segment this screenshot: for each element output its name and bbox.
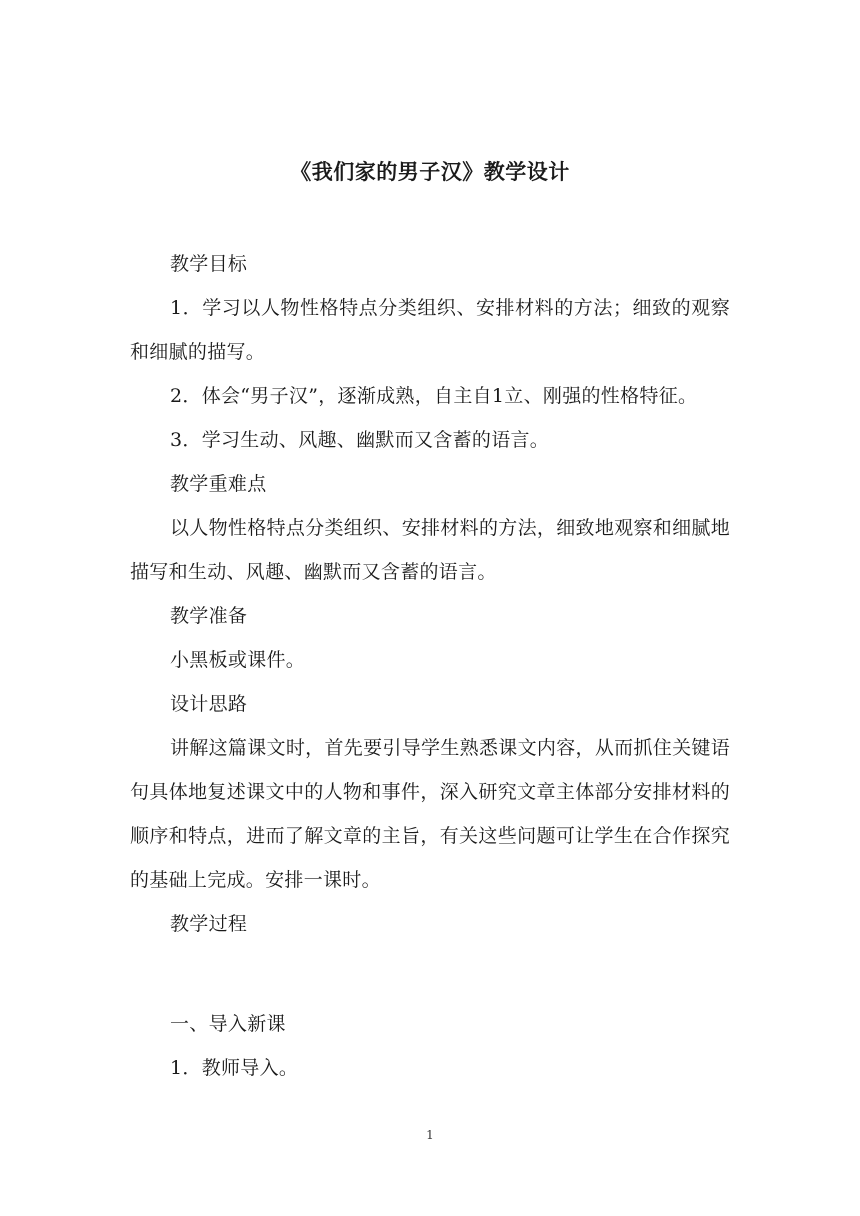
step-teacher-intro: 1．教师导入。 [170, 1057, 299, 1079]
objective-1: 1．学习以人物性格特点分类组织、安排材料的方法；细致的观察和细腻的描写。 [130, 297, 730, 363]
page-number: 1 [426, 1128, 434, 1142]
objective-3: 3．学习生动、风趣、幽默而又含蓄的语言。 [170, 429, 550, 451]
heading-teaching-process: 教学过程 [170, 913, 248, 935]
section-introduce-lesson: 一、导入新课 [170, 1013, 286, 1035]
heading-key-difficulties: 教学重难点 [170, 473, 267, 495]
objective-2: 2．体会“男子汉”，逐渐成熟，自主自1立、刚强的性格特征。 [170, 385, 698, 407]
heading-teaching-objectives: 教学目标 [170, 253, 248, 275]
key-difficulties-text: 以人物性格特点分类组织、安排材料的方法，细致地观察和细腻地描写和生动、风趣、幽默而又含蓄的语言。 [130, 517, 730, 583]
document-title: 《我们家的男子汉》教学设计 [290, 159, 570, 184]
design-idea-text: 讲解这篇课文时，首先要引导学生熟悉课文内容，从而抓住关键语句具体地复述课文中的人物和事件，深入研究文章主体部分安排材料的顺序和特点，进而了解文章的主旨，有关这些问题可让学生在合作探究的基础上完成。安排一课时。 [130, 737, 730, 891]
heading-preparation: 教学准备 [170, 605, 248, 627]
preparation-text: 小黑板或课件。 [170, 649, 306, 671]
heading-design-idea: 设计思路 [170, 693, 248, 715]
